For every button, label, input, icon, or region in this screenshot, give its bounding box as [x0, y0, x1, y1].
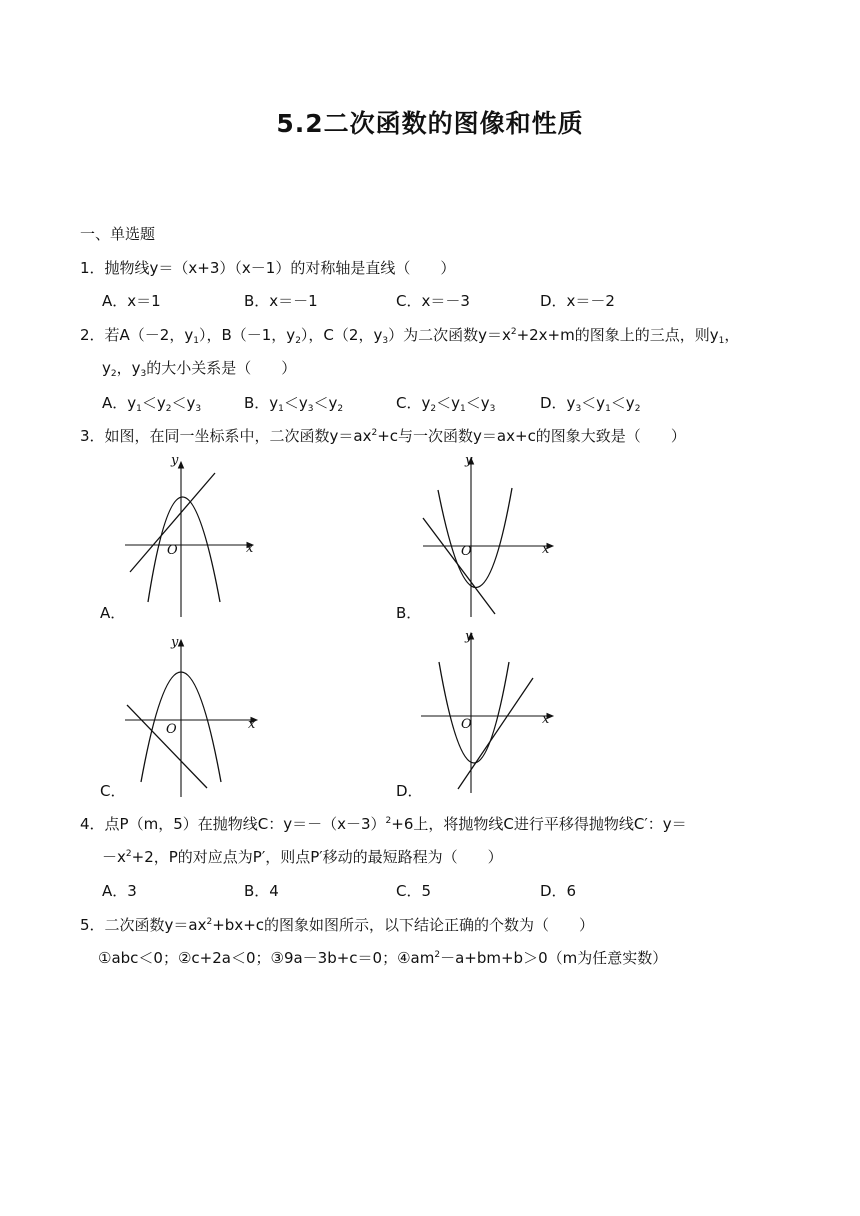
q4-option-d: D．6 [540, 882, 577, 900]
q2-text-c: ），C（2，y [300, 326, 383, 344]
q4-sup: 2 [125, 849, 132, 859]
question-4-line-2 [102, 847, 503, 867]
q2-option-c: C．$y_2<y_1<y_3$ [396, 394, 496, 414]
q4-text-d: +2，P的对应点为P′，则点P′移动的最短路程为（ ） [131, 848, 503, 866]
x-label: x [542, 542, 550, 557]
graph-a [115, 452, 265, 617]
q2-option-a: A．$y_1<y_2<y_3$ [102, 394, 202, 414]
origin-label: O [167, 543, 178, 558]
x-label: x [248, 717, 256, 732]
q4-text-a: 点P（m，5）在抛物线C：y＝－（x－3） [104, 815, 386, 833]
question-1-number: 1． [80, 259, 105, 277]
question-1 [80, 258, 455, 278]
y-label: y [465, 629, 473, 644]
q2-sub: 1 [193, 336, 199, 346]
x-label: x [246, 541, 254, 556]
x-label: x [542, 712, 550, 727]
q2-option-b: B．$y_1<y_3<y_2$ [244, 394, 344, 414]
q2-text-e: +2x+m的图象上的三点，则y [516, 326, 719, 344]
question-2-number: 2． [80, 326, 105, 344]
q2-sub: 3 [382, 336, 389, 346]
question-4-number: 4． [80, 815, 105, 833]
q2-sub: 1 [718, 336, 725, 346]
parabola [148, 497, 220, 602]
question-3-number: 3． [80, 427, 105, 445]
origin-label: O [166, 722, 177, 737]
graph-d [415, 628, 565, 793]
q2-text-f: ， [724, 326, 740, 344]
q5-text-c: ①abc＜0；②c+2a＜0；③9a－3b+c＝0；④am [98, 949, 435, 967]
q2-sub: 2 [295, 336, 301, 346]
graph-b-label: B． [396, 604, 422, 622]
question-3 [80, 426, 686, 446]
graph-c [115, 632, 265, 797]
q1-option-b: B．x＝－1 [244, 292, 318, 310]
origin-label: O [461, 544, 472, 559]
graph-a-label: A． [100, 604, 126, 622]
parabola [439, 662, 509, 763]
q4-option-a: A．3 [102, 882, 137, 900]
q1-option-d: D．x＝－2 [540, 292, 615, 310]
q2-text-g: y [102, 359, 111, 377]
q5-sup: 2 [434, 950, 441, 960]
y-label: y [171, 453, 179, 468]
q4-option-c: C．5 [396, 882, 432, 900]
q3-text-b: +c与一次函数y＝ax+c的图象大致是（ ） [377, 427, 686, 445]
line [423, 518, 495, 614]
parabola [438, 488, 512, 588]
question-2-line-1 [80, 325, 739, 345]
q2-text-i: 的大小关系是（ ） [146, 359, 297, 377]
graph-b [415, 452, 565, 617]
q3-text-a: 如图，在同一坐标系中，二次函数y＝ax [104, 427, 372, 445]
q5-sup: 2 [206, 917, 213, 927]
q2-text-b: ），B（－1，y [198, 326, 296, 344]
q2-sub: 2 [110, 369, 117, 379]
q2-sup: 2 [510, 327, 517, 337]
q2-text-a: 若A（－2，y [104, 326, 194, 344]
q5-text-b: +bx+c的图象如图所示，以下结论正确的个数为（ ） [212, 916, 595, 934]
graph-c-label: C． [100, 782, 126, 800]
q2-option-d: D．$y_3<y_1<y_2$ [540, 394, 641, 414]
q5-text-d: －a+bm+b＞0（m为任意实数） [440, 949, 668, 967]
q4-text-c: －x [102, 848, 126, 866]
y-label: y [465, 453, 473, 468]
q4-text-b: +6上，将抛物线C进行平移得抛物线C′：y＝ [391, 815, 687, 833]
section-heading: 一、单选题 [80, 225, 156, 243]
origin-label: O [461, 717, 472, 732]
question-5-line-2 [98, 948, 667, 968]
q2-sub: 3 [140, 369, 147, 379]
graph-d-label: D． [396, 782, 423, 800]
question-5-number: 5． [80, 916, 105, 934]
line [127, 705, 207, 788]
q1-option-c: C．x＝－3 [396, 292, 470, 310]
question-2-line-2 [102, 358, 296, 378]
y-label: y [171, 635, 179, 650]
question-1-text: 抛物线y＝（x+3）（x－1）的对称轴是直线（ ） [104, 259, 456, 277]
question-4-line-1 [80, 814, 687, 834]
page-title: 5.2二次函数的图像和性质 [276, 109, 584, 138]
q4-option-b: B．4 [244, 882, 279, 900]
q5-text-a: 二次函数y＝ax [104, 916, 207, 934]
q2-text-h: ，y [116, 359, 141, 377]
q4-sup: 2 [385, 816, 392, 826]
q1-option-a: A．x＝1 [102, 292, 161, 310]
line [458, 678, 533, 789]
q2-text-d: ）为二次函数y＝x [388, 326, 511, 344]
question-5-line-1 [80, 915, 594, 935]
q3-sup: 2 [371, 428, 378, 438]
